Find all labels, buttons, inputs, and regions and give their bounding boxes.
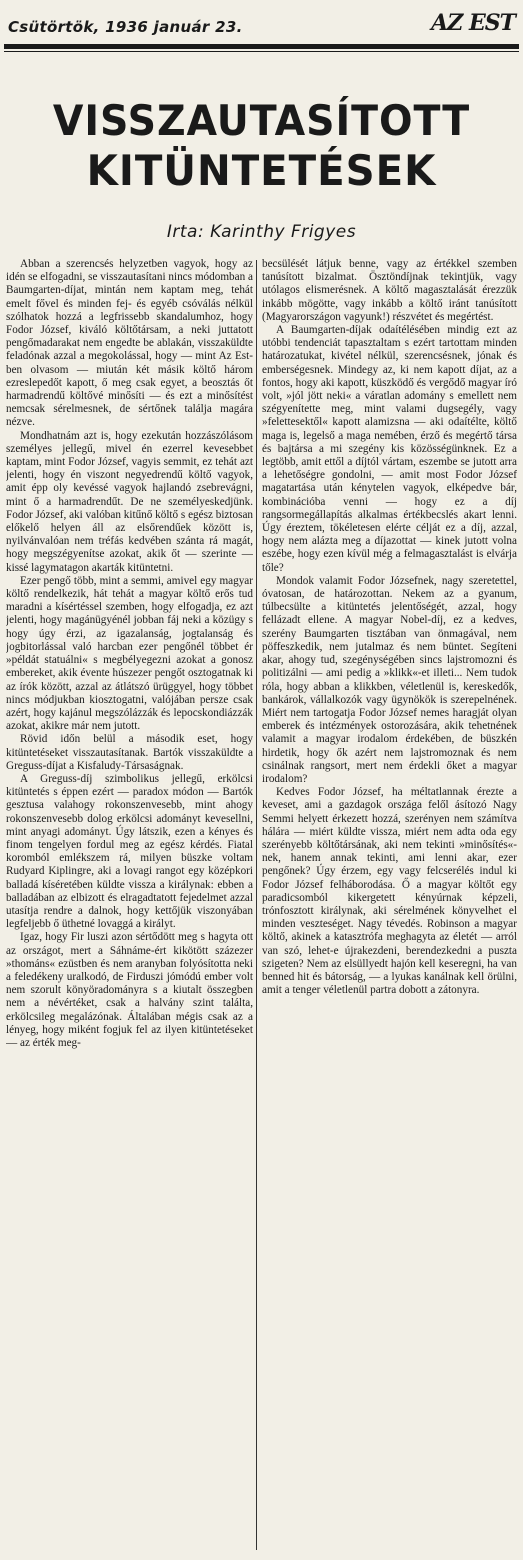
article-column-left [6,258,253,1552]
article-column-right [262,258,517,1552]
byline: Irta: Karinthy Frigyes [166,222,357,242]
headline-line-2: KITÜNTETÉSEK [86,146,437,195]
paragraph: becsülését látjuk benne, vagy az értékkel szemben tanúsított bizalmat. Ösztöndíjnak tekintjük, vagy utólagos elismerésnek. A költő magasztalását érezzük inkább mögötte, vagy inkább a költő iránt tanúsított (Magyarországon vagyunk!) részvétet és megértést. [262,258,517,323]
issue-date: Csütörtök, 1936 január 23. [8,18,243,36]
paragraph: A Greguss-díj szimbolikus jellegű, erkölcsi kitüntetés s éppen ezért — paradox módon — Bartók gesztusa valahogy rokonszenvesebb, mint ahogy rokonszenvesebb dolog erkölcsi adományt kevesellni, mint anyagi adományt. Úgy látszik, ezen a kényes és finom tengelyen fordul meg az egész kérdés. Fiatal koromból emlékszem rá, milyen büszke voltam Rudyard Kiplingre, aki a lovagi rangot egy középkori balladá kíséretében küldte vissza a királynak: ebben a balladában az elbizott és elragadtatott fejedelmet azzal utasítja rendre a dalnok, hogy kettőjük viszonyában legfeljebb ő üthetné lovaggá a királyt. [6,772,253,931]
masthead [6,8,517,42]
masthead-rule-thin [4,51,519,52]
paragraph: Kedves Fodor József, ha méltatlannak érezte a keveset, ami a gazdagok országa felől ásítozó Nagy Semmi helyett érkezett hozzá, szerényen nem számítva hálára — miért küldte vissza, miért nem adta oda egy szerényebb költőtársának, aki nem tekinti »minősítés«-nek, hanem annak tekinti, ami lenni akar, ezer pengőnek? Úgy érzem, egy vagy felcserélés indul ki Fodor József felháborodása. Ő a magyar költőt egy paradicsomból kikergetett kényúrnak képzeli, trónfosztott királynak, aki sérelmének könyvelhet el minden veszteséget. Nagy tévedés. Robinson a magyar költő, akinek a katasztrófa meghagyta az életét — arról van szó, lehet-e újrakezdeni, berendezkedni a puszta szigeten? Nem az elsüllyedt hajón kell keseregni, ha van benned hit és bátorság, — a lyukas kanálnak kell örülni, amit a tenger véletlenül partra dobott a zátonyra. [262,786,517,997]
masthead-rule [4,44,519,49]
paragraph: Rövid időn belül a második eset, hogy kitüntetéseket visszautasítanak. Bartók visszaküldte a Greguss-díjat a Kisfaludy-Társaságnak. [6,733,253,772]
paragraph: Mondhatnám azt is, hogy ezekután hozzászólásom személyes jellegű, mivel én ezerrel kevesebbet kaptam, mint Fodor József, vagyis semmit, ez tehát azt jelenti, hogy én viszont negyedrendű költő vagyok, amit épp oly kevéssé vagyok hajlandó zsebrevágni, mint ő a harmadrendűt. De ne személyeskedjünk. Fodor József, aki valóban kitűnő költő s egész biztosan előkelő helyen áll az elsőrendűek között is, nyilvánvalóan nem tréfás kedvében szánta rá magát, hogy megszégyenítse azokat, akik őt — szerinte — kissé lagymatagon akarták kitüntetni. [6,429,253,574]
headline-line-1: VISSZAUTASÍTOTT [52,96,471,145]
paragraph: Mondok valamit Fodor Józsefnek, nagy szeretettel, óvatosan, de határozottan. Nekem az a gyanum, túlbecsülte a kitüntetés jelentőségét, azzal, hogy fellázadt ellene. A magyar Nobel-díj, ez a kedves, szerény Baumgarten tisztában van önmagával, nem pöffeszkedik, nem jutalmaz és nem büntet. Segíteni akar, ahogy tud, szegénységében sincs lajstromozni és politizálni — ami pedig a »klikk«-et illeti... Nem tudok róla, hogy abban a klikkben, véletlenül is, kereskedők, bankárok, vállalkozók vagy ügynökök is szerepelnének. Miért nem tartogatja Fodor József nemes haragját olyan emberek és intézmények ostorozására, akik tehetnének valamit a magyar irodalom érdekében, de büszkén hirdetik, hogy ők azért nem lajstromoznak és nem csinálnak rangsort, mert nem érdekli őket a magyar irodalom? [262,574,517,785]
newspaper-logo: AZ EST [431,10,515,36]
paragraph: Ezer pengő több, mint a semmi, amivel egy magyar költő rendelkezik, hát tehát a magyar költő erős tud maradni a kísértéssel szemben, hogy elfogadja, ez azt jelenti, hogy magánügyénél jobban fáj neki a közügy s hogy úgy érzi, az igazalanság, jogtalanság és jogbitorlással való harcban ezer pengőnél többet ér »példát statuálni« s megbélyegezni azokat a gonosz embereket, akik évente húszezer pengőt osztogatnak ki az írók között, azzal az átlátszó ürüggyel, hogy többet nincs módjukban kiosztogatni, valójában persze csak azért, hogy kajánul megszólázzák és lepocskondiázzák azokat, akikre már nem jutott. [6,574,253,733]
paragraph: Abban a szerencsés helyzetben vagyok, hogy az idén se elfogadni, se visszautasítani nincs módomban a Baumgarten-díjat, mintán nem kaptam meg, tehát emelt fővel és minden fej- és egyéb csóválás nélkül szólhatok hozzá a legfrissebb skandalumhoz, hogy Fodor József, kiváló költőtársam, a neki juttatott pengőmadarakat nem engedte be ablakán, visszaküldte feladónak azzal a megokolással, hogy — mint Az Est-ben olvasom — miután két másik költő három ezreslepedőt kapott, ő meg csak egyet, a beosztás őt harmadrendű költővé minősíti — és ezt a minősítést nemcsak sérelmesnek, de sértőnek találja magára nézve. [6,258,253,429]
paragraph: Igaz, hogy Fir luszi azon sértődött meg s hagyta ott az országot, mert a Sáhnáme-ért kikötött százezer »thománs« ezüstben és nem aranyban folyósította neki a feledékeny uralkodó, de Firduszi jómódú ember volt nem szorult könyöradományra s a kiutalt összegben nem a névértéket, csak a halvány szint találta, erkölcsileg megalázónak. Általában mégis csak az a lényeg, hogy miként fogjuk fel az ilyen kitüntetéseket — az érték meg- [6,931,253,1049]
column-divider [256,260,257,1550]
paragraph: A Baumgarten-díjak odaítélésében mindig ezt az utóbbi tendenciát tapasztaltam s ezért tartottam minden határozatukat, kivétel nélkül, szerencsésnek, jónak és emberségesnek. Mindegy az, ki nem kapott díjat, az a fontos, hogy aki kapott, küszködő és vergődő magyar író volt, »jól jött neki« a váratlan adomány s emellett nem szégyenítette meg, mint valami dugsegély, vagy »felettesektől« kapott alamizsna — aki odaítélte, költő maga is, legelső a maga nemében, érző és megértő társa és bajtársa a mi szegény kis közösségünknek. Ez a legtöbb, amit ettől a díjtól vártam, eszembe se jutott arra a lehetőségre gondolni, — amit most Fodor József magatartása után kénytelen vagyok, elképedve bár, kombinációba venni — hogy ez a díj rangsormegállapítás alkalmas értékbecslés akart lenni. Úgy éreztem, tökéletesen elérte célját ez a díj, azzal, hogy nem alázta meg a díjazottat — kinek jutott volna eszébe, hogy ezen kívül még a felmagasztalást is elvárja tőle? [262,324,517,574]
